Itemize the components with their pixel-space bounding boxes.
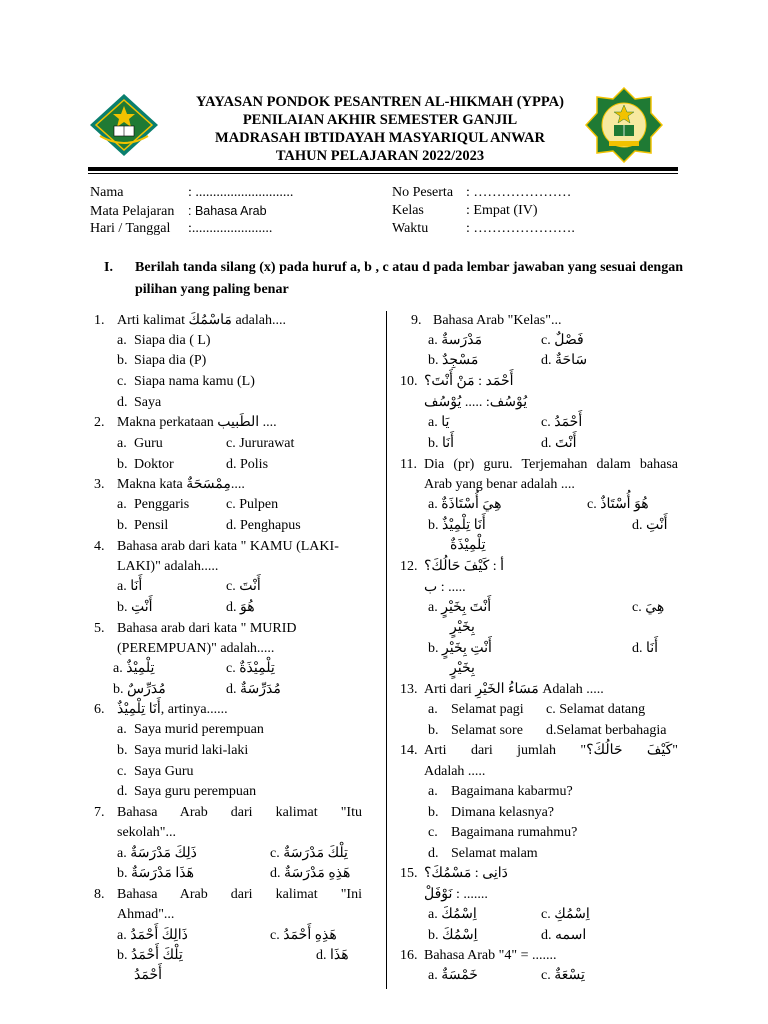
option-text: a. ذَالِكَ أَحْمَدُ	[117, 928, 188, 943]
option-text: c. Jururawat	[226, 436, 295, 451]
option-text: d. أَنَا	[632, 641, 659, 656]
question-text: LAKI)" adalah.....	[117, 559, 219, 574]
option-text: d. أَنْتِ	[632, 518, 668, 533]
option-text: Penggaris	[134, 497, 190, 512]
question-number: 13.	[400, 682, 418, 697]
question-text: يُوْسُف: ..... يُوْسُف	[424, 395, 528, 410]
question-text: Bahasa Arab "4" = .......	[424, 948, 557, 963]
header-line-1: YAYASAN PONDOK PESANTREN AL-HIKMAH (YPPA)	[196, 94, 564, 110]
option-text: d. Polis	[226, 457, 269, 472]
question-number: 12.	[400, 559, 418, 574]
instruction-text: Berilah tanda silang (x) pada huruf a, b , c atau d pada lembar jawaban yang sesuai dengan pilihan yang paling benar	[135, 260, 683, 297]
info-hari: Hari / Tanggal :.......................	[90, 221, 273, 236]
option-text: c. فَصْلٌ	[541, 333, 584, 348]
question-number: 5.	[94, 621, 105, 636]
option-label: b.	[117, 353, 128, 368]
option-label: b.	[428, 723, 439, 738]
option-text: d. سَاحَةٌ	[541, 353, 588, 368]
option-text: Saya murid perempuan	[134, 722, 264, 737]
option-text: Saya guru perempuan	[134, 784, 257, 799]
option-text: Selamat malam	[451, 846, 538, 861]
option-text: b. مَسْجِدٌ	[428, 353, 479, 368]
question-number: 6.	[94, 702, 105, 717]
question-text: Bahasa Arab "Kelas"...	[433, 313, 562, 328]
header-line-2: PENILAIAN AKHIR SEMESTER GANJIL	[242, 112, 518, 128]
option-text: c. هِيَ	[632, 600, 665, 615]
option-text: Pensil	[134, 518, 169, 533]
question-text: Arti dari jumlah "كَيْفَ حَالُكَ؟"	[424, 743, 678, 758]
question-text: sekolah"...	[117, 825, 176, 840]
option-label: c.	[117, 374, 127, 389]
school-header	[140, 93, 620, 165]
question-text: Bahasa Arab dari kalimat "Ini	[117, 887, 362, 902]
option-text: d. أَنْتَ	[541, 436, 577, 451]
header-rule-thin	[88, 173, 678, 174]
option-label: a.	[117, 436, 127, 451]
option-text: Dimana kelasnya?	[451, 805, 555, 820]
question-text: Bahasa Arab dari kalimat "Itu	[117, 805, 362, 820]
option-text: تِلْمِيْذَةٌ	[450, 538, 486, 553]
question-text: ب : .....	[424, 580, 466, 595]
question-number: 7.	[94, 805, 105, 820]
question-text: أ : كَيْفَ حَالُكَ؟	[424, 559, 505, 574]
question-number: 1.	[94, 313, 105, 328]
option-text: Bagaimana kabarmu?	[451, 784, 573, 799]
option-text: a. تِلْمِيْذٌ	[113, 661, 155, 676]
column-divider	[386, 311, 387, 989]
option-text: c. Pulpen	[226, 497, 279, 512]
option-text: a. هِيَ أُسْتَاذَةٌ	[428, 497, 502, 512]
instruction-number: I.	[104, 260, 113, 275]
option-text: b. أَنْتِ	[117, 600, 153, 615]
info-mapel: Mata Pelajaran : Bahasa Arab	[90, 204, 267, 219]
question-number: 16.	[400, 948, 418, 963]
question-text: Makna perkataan الطَبيب ....	[117, 415, 277, 430]
question-text: دَانِى : مَسْمُكَ؟	[424, 866, 508, 881]
question-text: Arti kalimat ﻣَﺎﺳْﻤُﻚَ adalah....	[117, 313, 286, 328]
question-number: 15.	[400, 866, 418, 881]
option-label: a.	[117, 722, 127, 737]
option-text: b. مُدَرِّسٌ	[113, 682, 166, 697]
option-label: c.	[117, 764, 127, 779]
option-label: d.	[117, 395, 128, 410]
question-text: (PEREMPUAN)" adalah.....	[117, 641, 275, 656]
option-text: c. هُوَ أُسْتَاذٌ	[587, 497, 649, 512]
option-text: Bagaimana rumahmu?	[451, 825, 578, 840]
option-label: b.	[117, 518, 128, 533]
option-text: d. هَذِهِ مَدْرَسَةٌ	[270, 866, 351, 881]
option-text: Doktor	[134, 457, 174, 472]
option-text: c. Selamat datang	[546, 702, 646, 717]
option-label: a.	[428, 702, 438, 717]
question-text: Bahasa arab dari kata " KAMU (LAKI-	[117, 539, 339, 554]
question-text: Dia (pr) guru. Terjemahan dalam bahasa	[424, 457, 678, 472]
question-text: Adalah .....	[424, 764, 486, 779]
info-nama: Nama : ............................	[90, 185, 294, 200]
option-text: c. هَذِهِ أَحْمَدُ	[270, 928, 337, 943]
option-text: c. تِسْعَةٌ	[541, 968, 585, 983]
header-line-3: MADRASAH IBTIDAYAH MASYARIQUL ANWAR	[215, 130, 545, 146]
option-label: b.	[117, 457, 128, 472]
option-text: d. اسمه	[541, 928, 587, 943]
option-text: Saya	[134, 395, 162, 410]
option-text: b. تِلْكَ أَحْمَدُ	[117, 948, 183, 963]
option-text: a. اِسْمُكَ	[428, 907, 477, 922]
option-text: d.Selamat berbahagia	[546, 723, 667, 738]
option-text: بِخَيْرٍ	[450, 661, 475, 676]
question-number: 11.	[400, 457, 417, 472]
option-text: b. اِسْمُكَ	[428, 928, 478, 943]
option-text: b. أَنَا	[428, 436, 455, 451]
option-text: c. تِلْمِيْذَةٌ	[226, 661, 275, 676]
option-text: Siapa dia ( L)	[134, 333, 211, 348]
option-label: c.	[428, 825, 438, 840]
option-text: d. Penghapus	[226, 518, 301, 533]
question-text: أَنَا تِلْمِيْذٌ, artinya......	[117, 702, 228, 717]
info-waktu: Waktu : ………………….	[392, 221, 575, 236]
option-text: Selamat pagi	[451, 702, 524, 717]
question-number: 14.	[400, 743, 418, 758]
option-text: c. تِلْكَ مَدْرَسَةٌ	[270, 846, 348, 861]
question-number: 10.	[400, 374, 418, 389]
question-number: 2.	[94, 415, 105, 430]
option-label: b.	[428, 805, 439, 820]
question-number: 4.	[94, 539, 105, 554]
question-text: Bahasa arab dari kata " MURID	[117, 621, 297, 636]
question-number: 9.	[411, 313, 422, 328]
question-text: نَوْفَلْ : .......	[424, 887, 488, 902]
option-text: a. ذَلِكَ مَدْرَسَةٌ	[117, 846, 197, 861]
option-text: Guru	[134, 436, 163, 451]
option-text: a. يَا	[428, 415, 450, 430]
question-text: Ahmad"...	[117, 907, 175, 922]
option-text: b. أَنَا تِلْمِيْذٌ	[428, 518, 486, 533]
option-text: a. أَنَا	[117, 579, 143, 594]
info-peserta: No Peserta : …………………	[392, 185, 572, 200]
option-text: بِخَيْرٍ	[450, 620, 475, 635]
question-text: Arab yang benar adalah ....	[424, 477, 575, 492]
header-rule-thick	[88, 167, 678, 171]
option-text: a. مَدْرَسةٌ	[428, 333, 483, 348]
option-text: d. مُدَرِّسَةٌ	[226, 682, 281, 697]
option-text: a. أَنْتَ بِخَيْرٍ	[428, 600, 492, 615]
header-line-4: TAHUN PELAJARAN 2022/2023	[275, 148, 485, 164]
option-label: a.	[117, 333, 127, 348]
option-label: b.	[117, 743, 128, 758]
option-text: Selamat sore	[451, 723, 523, 738]
question-text: أَحْمَد : مَنْ أَنْتَ؟	[424, 374, 514, 389]
question-text: Arti dari مَسَاءُ الخَيْرِ Adalah .....	[424, 682, 604, 697]
option-text: b. هَذَا مَدْرَسَةٌ	[117, 866, 194, 881]
option-label: a.	[117, 497, 127, 512]
option-text: d. هُوَ	[226, 600, 255, 615]
option-text: b. أَنْتِ بِخَيْرٍ	[428, 641, 492, 656]
option-text: c. اِسْمُكِ	[541, 907, 590, 922]
option-label: d.	[117, 784, 128, 799]
option-label: d.	[428, 846, 439, 861]
option-text: Siapa nama kamu (L)	[134, 374, 255, 389]
option-text: c. أَنْتَ	[226, 579, 261, 594]
option-label: a.	[428, 784, 438, 799]
question-number: 8.	[94, 887, 105, 902]
question-number: 3.	[94, 477, 105, 492]
option-text: أَحْمَدُ	[134, 968, 162, 983]
option-text: Saya murid laki-laki	[134, 743, 249, 758]
option-text: a. خَمْسَةٌ	[428, 968, 478, 983]
option-text: Siapa dia (P)	[134, 353, 207, 368]
option-text: c. أَحْمَدُ	[541, 415, 583, 430]
info-kelas: Kelas : Empat (IV)	[392, 203, 538, 218]
option-text: d. هَذَا	[316, 948, 349, 963]
option-text: Saya Guru	[134, 764, 194, 779]
question-text: Makna kata مِمْسَحَةٌ....	[117, 477, 245, 492]
